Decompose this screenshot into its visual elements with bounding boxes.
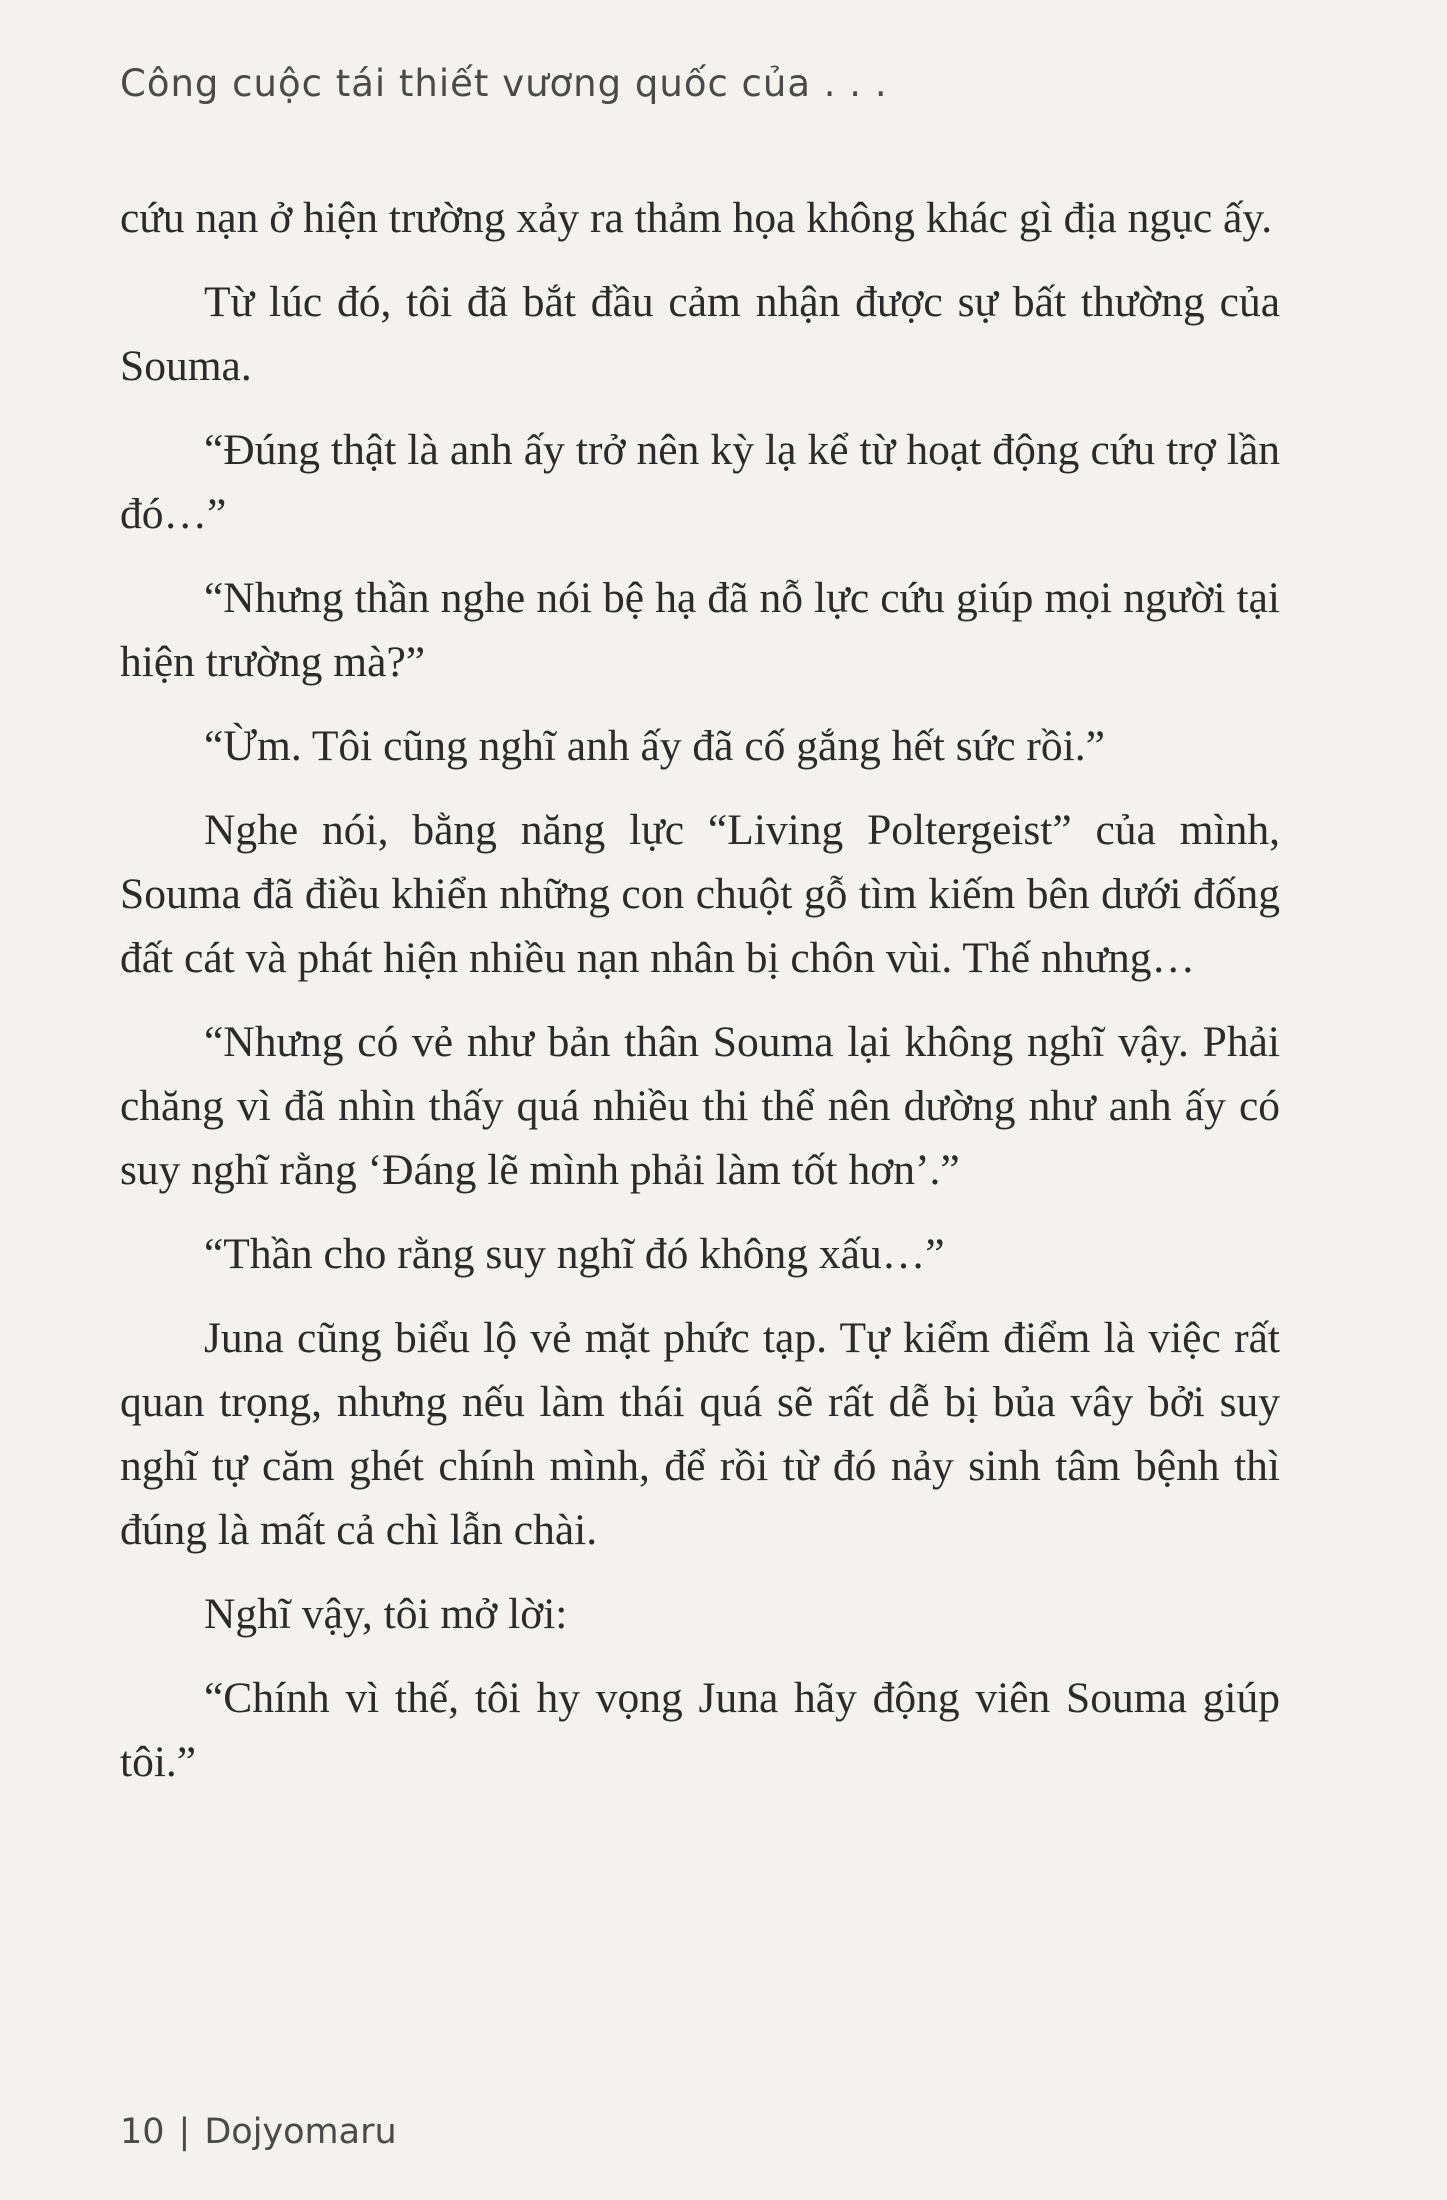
paragraph: Nghe nói, bằng năng lực “Living Poltergeist” của mình, Souma đã điều khiển những con chuột gỗ tìm kiếm bên dưới đống đất cát và phát hiện nhiều nạn nhân bị chôn vùi. Thế nhưng…: [120, 806, 1280, 982]
body-text: [120, 186, 1280, 1814]
running-header: Công cuộc tái thiết vương quốc của . . .: [120, 62, 888, 105]
paragraph: “Nhưng có vẻ như bản thân Souma lại không nghĩ vậy. Phải chăng vì đã nhìn thấy quá nhiều thi thể nên dường như anh ấy có suy nghĩ rằng ‘Đáng lẽ mình phải làm tốt hơn’.”: [120, 1018, 1280, 1194]
page-footer: [120, 2112, 397, 2152]
footer-separator: |: [178, 2112, 191, 2152]
paragraph: Từ lúc đó, tôi đã bắt đầu cảm nhận được sự bất thường của Souma.: [120, 278, 1280, 390]
paragraph: “Thần cho rằng suy nghĩ đó không xấu…”: [204, 1230, 945, 1278]
paragraph: “Nhưng thần nghe nói bệ hạ đã nỗ lực cứu giúp mọi người tại hiện trường mà?”: [120, 574, 1280, 686]
page-number: 10: [120, 2112, 165, 2152]
paragraph: cứu nạn ở hiện trường xảy ra thảm họa không khác gì địa ngục ấy.: [120, 194, 1273, 242]
paragraph: Juna cũng biểu lộ vẻ mặt phức tạp. Tự kiểm điểm là việc rất quan trọng, nhưng nếu làm thái quá sẽ rất dễ bị bủa vây bởi suy nghĩ tự căm ghét chính mình, để rồi từ đó nảy sinh tâm bệnh thì đúng là mất cả chì lẫn chài.: [120, 1314, 1280, 1554]
paragraph: “Chính vì thế, tôi hy vọng Juna hãy động viên Souma giúp tôi.”: [120, 1674, 1280, 1786]
author-name: Dojyomaru: [204, 2112, 397, 2152]
paragraph: “Đúng thật là anh ấy trở nên kỳ lạ kể từ hoạt động cứu trợ lần đó…”: [120, 426, 1280, 538]
paragraph: “Ừm. Tôi cũng nghĩ anh ấy đã cố gắng hết sức rồi.”: [204, 722, 1105, 770]
paragraph: Nghĩ vậy, tôi mở lời:: [204, 1590, 568, 1638]
